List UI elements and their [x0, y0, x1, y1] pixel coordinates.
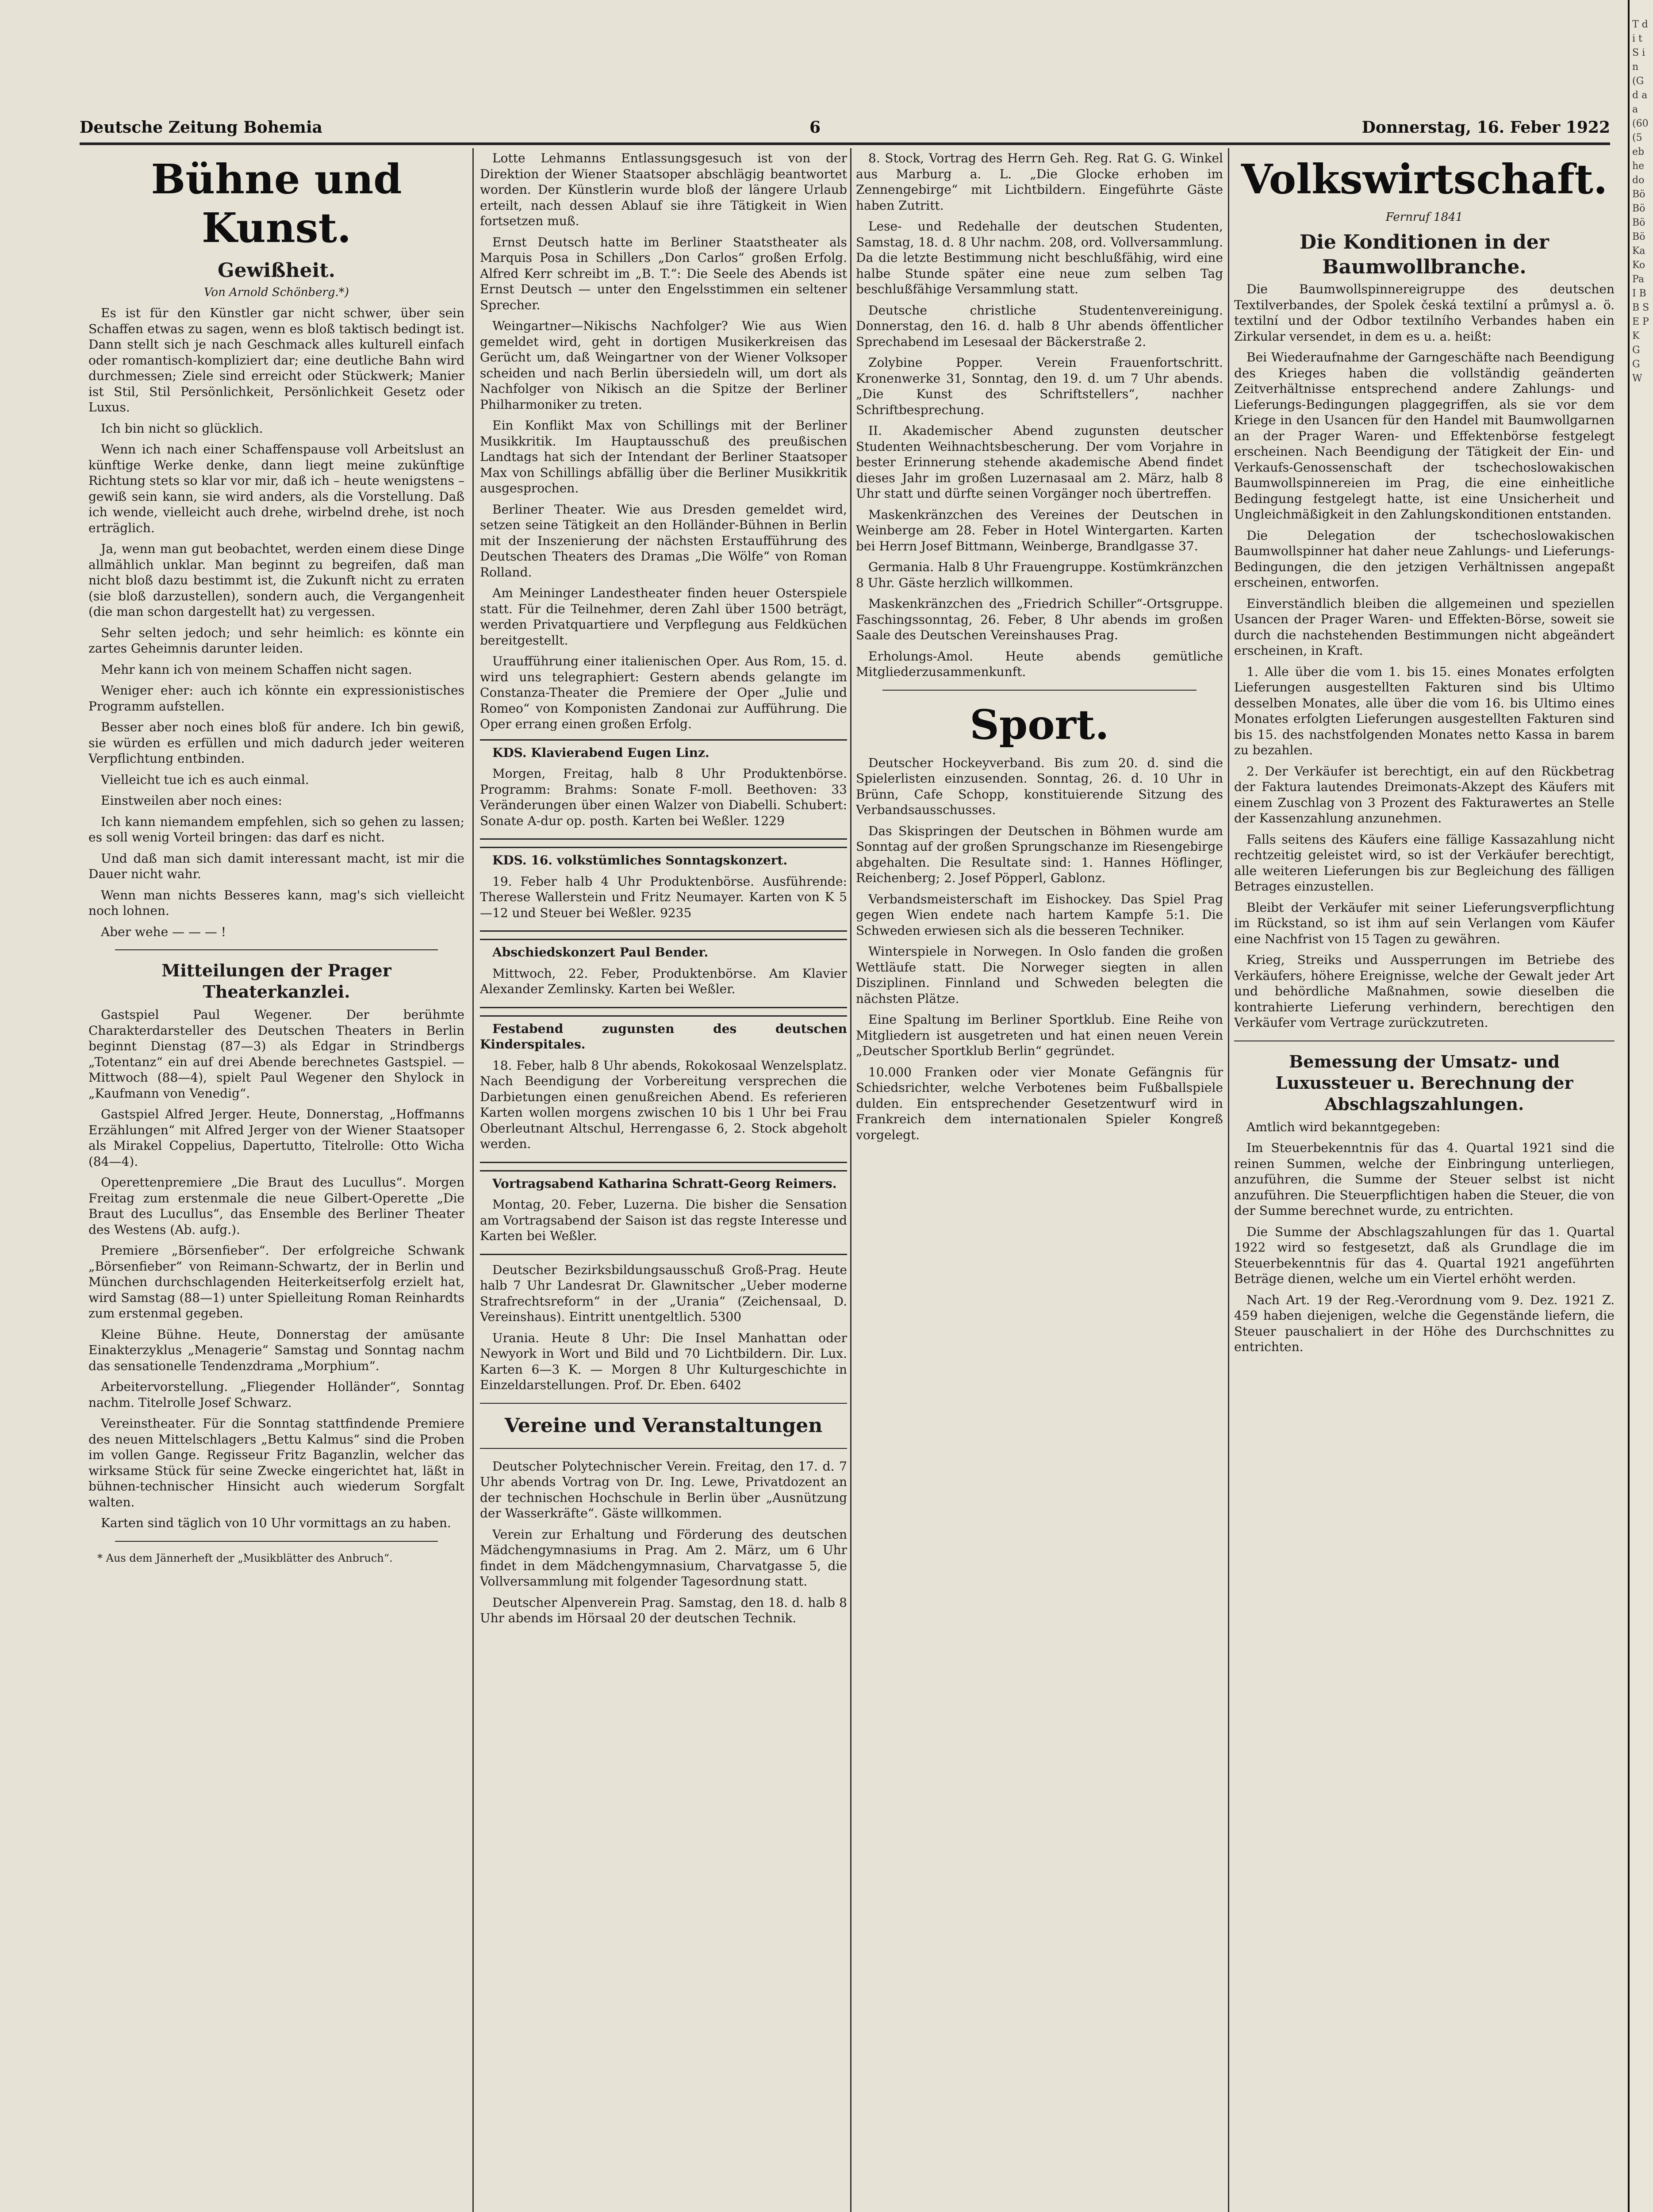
- adjacent-page-edge: [1628, 0, 1653, 2212]
- paragraph: II. Akademischer Abend zugunsten deutscher Studenten Weihnachtsbescherung. Der vom Vorjahre in bester Erinnerung stehende akademische Abend findet dieses Jahr im großen Luzernasaal am 2. März, halb 8 Uhr statt und dürfte seinen Vorgänger noch übertreffen.: [856, 423, 1223, 501]
- paragraph: Deutscher Alpenverein Prag. Samstag, den 18. d. halb 8 Uhr abends im Hörsaal 20 der deutschen Technik.: [480, 1595, 847, 1625]
- ad-title: Vortragsabend Katharina Schratt-Georg Reimers.: [492, 1176, 837, 1191]
- paragraph: Germania. Halb 8 Uhr Frauengruppe. Kostümkränzchen 8 Uhr. Gäste herzlich willkommen.: [856, 560, 1223, 590]
- section-heading-vereine: Vereine und Veranstaltungen: [504, 1414, 823, 1437]
- paragraph: Berliner Theater. Wie aus Dresden gemeldet wird, setzen seine Tätigkeit an den Holländer-Bühnen in Berlin mit der Inszenierung der nächsten Erstaufführung des Deutschen Theaters des Dramas „Die Wölfe“ von Roman Rolland.: [480, 502, 847, 580]
- paragraph: Vereinstheater. Für die Sonntag stattfindende Premiere des neuen Mittelschlagers „Bettu Kalmus“ sind die Proben im vollen Gange. Regisseur Fritz Baganzlin, welcher das wirksame Stück für seine Zwecke eingerichtet hat, läßt in bühnen-technischer Hinsicht auch wiederum Sorgfalt walten.: [88, 1416, 464, 1509]
- divider: [115, 949, 438, 950]
- paragraph: Sehr selten jedoch; und sehr heimlich: es könnte ein zartes Geheimnis darunter leiden.: [88, 625, 464, 656]
- paragraph: Maskenkränzchen des Vereines der Deutschen in Weinberge am 28. Feber in Hotel Wintergarten. Karten bei Herrn Josef Bittmann, Weinberge, Brandlgasse 37.: [856, 507, 1223, 553]
- paragraph: Karten sind täglich von 10 Uhr vormittags an zu haben.: [101, 1516, 451, 1530]
- paragraph: Einstweilen aber noch eines:: [101, 793, 282, 808]
- concert-ad: [480, 739, 847, 840]
- notice: Urania. Heute 8 Uhr: Die Insel Manhattan oder Newyork in Wort und Bild und 70 Lichtbildern. Dir. Lux. Karten 6—3 K. — Morgen 8 Uhr Kulturgeschichte in Einzeldarstellungen. Prof. Dr. Eben. 6402: [480, 1330, 847, 1392]
- paragraph: Ich kann niemandem empfehlen, sich so gehen zu lassen; es soll wenig Vorteil bringen: das darf es nicht.: [88, 814, 464, 845]
- paragraph: Am Meininger Landestheater finden heuer Osterspiele statt. Für die Teilnehmer, deren Zahl über 1500 beträgt, werden Privatquartiere und Verpflegung aus Feldküchen bereitgestellt.: [480, 586, 847, 648]
- paragraph: Einverständlich bleiben die allgemeinen und speziellen Usancen der Prager Waren- und Effekten-Börse, soweit sie durch die nachstehenden Bestimmungen nicht abgeändert erscheinen, in Kraft.: [1234, 596, 1615, 658]
- paragraph: Erholungs-Amol. Heute abends gemütliche Mitgliederzusammenkunft.: [856, 649, 1223, 679]
- column-vereine-sport: [856, 150, 1223, 2212]
- divider: [882, 690, 1197, 691]
- ad-text: Montag, 20. Feber, Luzerna. Die bisher die Sensation am Vortragsabend der Saison ist das regste Interesse und Karten bei Weßler.: [480, 1197, 847, 1243]
- paragraph: Wenn man nichts Besseres kann, mag's sich vielleicht noch lohnen.: [88, 887, 464, 918]
- paragraph: Und daß man sich damit interessant macht, ist mir die Dauer nicht wahr.: [88, 851, 464, 881]
- paragraph: Ich bin nicht so glücklich.: [101, 421, 263, 436]
- paragraph: Deutsche christliche Studentenvereinigung. Donnerstag, den 16. d. halb 8 Uhr abends öffentlicher Sprechabend im Lesesaal der Bäckerstraße 2.: [856, 303, 1223, 349]
- ad-text: 19. Feber halb 4 Uhr Produktenbörse. Ausführende: Therese Wallerstein und Fritz Neumayer. Karten von K 5—12 und Steuer bei Weßler. 9235: [480, 874, 847, 920]
- column-divider: [850, 148, 851, 2212]
- paragraph: Deutscher Hockeyverband. Bis zum 20. d. sind die Spielerlisten einzusenden. Sonntag, 26. d. 10 Uhr in Brünn, Cafe Schopp, konstituierende Sitzung des Verbandsausschusses.: [856, 755, 1223, 817]
- paragraph: Die Summe der Abschlagszahlungen für das 1. Quartal 1922 wird so festgesetzt, daß als Grundlage die im Steuerbekenntnis für das 4. Quartal 1921 angeführten Beträge dienen, welche um ein Viertel erhöht werden.: [1234, 1224, 1615, 1286]
- column-kultur-notizen: [480, 150, 847, 2212]
- paragraph: Die Delegation der tschechoslowakischen Baumwollspinner hat daher neue Zahlungs- und Lieferungs-Bedingungen, die den jetzigen Verhältnissen angepaßt erscheinen, entworfen.: [1234, 528, 1615, 590]
- ad-text: 18. Feber, halb 8 Uhr abends, Rokokosaal Wenzelsplatz. Nach Beendigung der Vorbereitung versprechen die Darbietungen einen genußreichen Abend. Es referieren Karten wollen morgens zwischen 10 bis 1 Uhr bei Frau Oberleutnant Altschul, Herrengasse 6, 2. Stock abgeholt werden.: [480, 1058, 847, 1151]
- paragraph: Ernst Deutsch hatte im Berliner Staatstheater als Marquis Posa in Schillers „Don Carlos“ großen Erfolg. Alfred Kerr schreibt im „B. T.“: Die Seele des Abends ist Ernst Deutsch — unter den Engelsstimmen ein seltener Sprecher.: [480, 234, 847, 312]
- adjacent-page-text: T d i t S i n (G d a a (60 (5 eb he do Bö Bö Bö Bö Ka Ko Pa I B B S E P K G G W: [1632, 19, 1649, 384]
- issue-date: Donnerstag, 16. Feber 1922: [1362, 118, 1610, 137]
- paragraph: Operettenpremiere „Die Braut des Lucullus“. Morgen Freitag zum erstenmale die neue Gilbert-Operette „Die Braut des Lucullus“, das Ensemble des Berliner Theater des Westens (Ab. aufg.).: [88, 1175, 464, 1237]
- paragraph: Zolybine Popper. Verein Frauenfortschritt. Kronenwerke 31, Sonntag, den 19. d. um 7 Uhr abends. „Die Kunst des Schriftstellers“, nachher Schriftbesprechung.: [856, 355, 1223, 417]
- paragraph: Falls seitens des Käufers eine fällige Kassazahlung nicht rechtzeitig geleistet wird, so ist der Verkäufer berechtigt, alle weiteren Lieferungen bis zur Begleichung des fälligen Betrages einzustellen.: [1234, 832, 1615, 894]
- paragraph: 2. Der Verkäufer ist berechtigt, ein auf den Rückbetrag der Faktura lautendes Dreimonats-Akzept des Käufers mit einem Zuschlag von 3 Prozent des Fakturawertes an Stelle der Kassenzahlung anzunehmen.: [1234, 764, 1615, 826]
- paragraph: Wenn ich nach einer Schaffenspause voll Arbeitslust an künftige Werke denke, dann liegt meine zukünftige Richtung stets so klar vor mir, daß ich – heute wenigstens – gewiß sein kann, sie wird anders, als die Vorstellung. Daß ich wende, vielleicht auch drehe, wirbelnd drehe, ist noch erträglich.: [88, 442, 464, 535]
- paragraph: Lese- und Redehalle der deutschen Studenten, Samstag, 18. d. 8 Uhr nachm. 208, ord. Vollversammlung. Da die letzte Bestimmung nicht beschlußfähig, wird eine halbe Stunde später eine neue zum selben Tag beschlußfähige Versammlung statt.: [856, 219, 1223, 296]
- divider: [480, 1403, 847, 1404]
- column-volkswirtschaft: [1234, 150, 1615, 2212]
- page-number: 6: [809, 118, 821, 137]
- paragraph: Nach Art. 19 der Reg.-Verordnung vom 9. Dez. 1921 Z. 459 haben diejenigen, welche die Gegenstände liefern, die Steuer pauschaliert in der Höhe des Durchschnittes zu entrichten.: [1234, 1292, 1615, 1354]
- footnote: * Aus dem Jännerheft der „Musikblätter des Anbruch“.: [97, 1551, 393, 1564]
- section-note: Fernruf 1841: [1385, 211, 1463, 224]
- event-ad: [480, 1170, 847, 1255]
- notice: Deutscher Bezirksbildungsausschuß Groß-Prag. Heute halb 7 Uhr Landesrat Dr. Glawnitscher „Ueber moderne Strafrechtsreform“ in der „Urania“ (Zeichensaal, D. Vereinshaus). Eintritt unentgeltlich. 5300: [480, 1262, 847, 1324]
- section-heading-volkswirtschaft: Volkswirtschaft.: [1241, 155, 1608, 203]
- paragraph: Verbandsmeisterschaft im Eishockey. Das Spiel Prag gegen Wien endete nach hartem Kampfe 5:1. Die Schweden erwiesen sich als die besseren Techniker.: [856, 891, 1223, 938]
- paragraph: Arbeitervorstellung. „Fliegender Holländer“, Sonntag nachm. Titelrolle Josef Schwarz.: [88, 1379, 464, 1410]
- paragraph: Im Steuerbekenntnis für das 4. Quartal 1921 sind die reinen Summen, welche der Einbringung unterliegen, anzuführen, die Summe der Steuer selbst ist nicht anzuführen. Die Steuerpflichtigen haben die Steuer, die von der Summe berechnet wurde, zu entrichten.: [1234, 1141, 1615, 1218]
- paragraph: Es ist für den Künstler gar nicht schwer, über sein Schaffen etwas zu sagen, wenn es bloß taktisch bedingt ist. Dann stellt sich je nach Geschmack alles kulturell einfach oder romantisch-kompliziert dar; eine deutliche Bahn wird durchmessen; Ziele sind erreicht oder Stückwerk; Manier ist Stil, Stil Persönlichkeit, Persönlichkeit Gesetz oder Luxus.: [88, 306, 464, 415]
- article-title: Die Konditionen in der Baumwollbranche.: [1300, 231, 1549, 278]
- paragraph: 1. Alle über die vom 1. bis 15. eines Monates erfolgten Lieferungen ausgestellten Fakturen sind bis Ultimo desselben Monates, alle über die vom 16. bis Ultimo eines Monates erfolgten Lieferungen ausgestellten Fakturen sind bis 15. des nachstfolgenden Monates netto Kassa in barem zu bezahlen.: [1234, 664, 1615, 757]
- section-heading-sport: Sport.: [970, 700, 1109, 749]
- paragraph: Aber wehe — — — !: [101, 924, 226, 939]
- divider: [480, 1448, 847, 1449]
- paragraph: Mehr kann ich von meinem Schaffen nicht sagen.: [101, 662, 412, 677]
- concert-ad: [480, 847, 847, 932]
- paragraph: Bei Wiederaufnahme der Garngeschäfte nach Beendigung des Krieges haben die vollständig geänderten Zeitverhältnisse entsprechend andere Zahlungs- und Lieferungs-Bedingungen plaggegriffen, als sie vor dem Kriege in den Usancen für den Handel mit Baumwollgarnen an der Prager Waren- und Effektenbörse festgelegt erscheinen. Nach Beendigung der Tätigkeit der Ein- und Verkaufs-Genossenschaft der tschechoslowakischen Baumwollspinnereien im Prag, die eine einheitliche Bedingung festgelegt hatte, ist eine Unsicherheit und Ungleichmäßigkeit in den Zahlungskonditionen entstanden.: [1234, 350, 1615, 522]
- ad-title: KDS. 16. volkstümliches Sonntagskonzert.: [492, 853, 788, 868]
- concert-ad: [480, 939, 847, 1008]
- paragraph: Weingartner—Nikischs Nachfolger? Wie aus Wien gemeldet wird, geht in dortigen Musikerkreisen das Gerücht um, daß Weingartner von der Wiener Volksoper scheiden und nach Berlin übersiedeln will, um dort als Nachfolger von Nikisch an die Spitze der Berliner Philharmoniker zu treten.: [480, 319, 847, 412]
- header-rule: [80, 142, 1610, 145]
- paragraph: Verein zur Erhaltung und Förderung des deutschen Mädchengymnasiums in Prag. Am 2. März, um 6 Uhr findet in dem Mädchengymnasium, Charvatgasse 5, die Vollversammlung mit folgender Tagesordnung statt.: [480, 1527, 847, 1589]
- article-title: Gewißheit.: [218, 259, 335, 282]
- paragraph: Kleine Bühne. Heute, Donnerstag der amüsante Einakterzyklus „Menagerie“ Samstag und Sonntag nachm das sensationelle Tendenzdrama „Morphium“.: [88, 1327, 464, 1373]
- subsection-title: Bemessung der Umsatz- und Luxussteuer u. Berechnung der Abschlagszahlungen.: [1275, 1051, 1573, 1114]
- page-header: [80, 114, 1610, 141]
- paragraph: Winterspiele in Norwegen. In Oslo fanden die großen Wettläufe statt. Die Norweger siegten in allen Disziplinen. Finnland und Schweden belegten die nächsten Plätze.: [856, 944, 1223, 1006]
- ad-title: KDS. Klavierabend Eugen Linz.: [492, 745, 710, 760]
- paragraph: Besser aber noch eines bloß für andere. Ich bin gewiß, sie würden es erfüllen und mich dadurch jeder weiteren Verpflichtung entbinden.: [88, 720, 464, 766]
- column-buehne-und-kunst: [88, 150, 464, 2212]
- paragraph: Das Skispringen der Deutschen in Böhmen wurde am Sonntag auf der großen Sprungschanze im Riesengebirge abgehalten. Die Resultate sind: 1. Hannes Höflinger, Reichenberg; 2. Josef Pöpperl, Gablonz.: [856, 823, 1223, 885]
- paragraph: Premiere „Börsenfieber“. Der erfolgreiche Schwank „Börsenfieber“ von Reimann-Schwartz, der in Berlin und München durchschlagenden Heiterkeitserfolg erzielt hat, wird Samstag (88—1) unter Spielleitung Roman Reinhardts zum erstenmal gegeben.: [88, 1243, 464, 1321]
- paragraph: Eine Spaltung im Berliner Sportklub. Eine Reihe von Mitgliedern ist ausgetreten und hat einen neuen Verein „Deutscher Sportklub Berlin“ gegründet.: [856, 1012, 1223, 1058]
- ad-text: Morgen, Freitag, halb 8 Uhr Produktenbörse. Programm: Brahms: Sonate F-moll. Beethoven: 33 Veränderungen über einen Walzer von Diabelli. Schubert: Sonate A-dur op. posth. Karten bei Weßler. 1229: [480, 766, 847, 828]
- paragraph: Maskenkränzchen des „Friedrich Schiller“-Ortsgruppe. Faschingssonntag, 26. Feber, 8 Uhr abends im großen Saale des Deutschen Vereinshauses Prag.: [856, 596, 1223, 642]
- ad-text: Mittwoch, 22. Feber, Produktenbörse. Am Klavier Alexander Zemlinsky. Karten bei Weßler.: [480, 966, 847, 996]
- paper-name: Deutsche Zeitung Bohemia: [80, 118, 322, 137]
- divider: [115, 1541, 438, 1542]
- paragraph: Krieg, Streiks und Aussperrungen im Betriebe des Verkäufers, höhere Ereignisse, welche der Gewalt jeder Art und behördliche Maßnahmen, sowie dieselben die kontrahierte Lieferung verhindern, berechtigen den Verkäufer vom Vertrage zurückzutreten.: [1234, 952, 1615, 1030]
- ad-title: Abschiedskonzert Paul Bender.: [492, 945, 709, 960]
- section-heading-buehne: Bühne und Kunst.: [151, 155, 402, 252]
- event-ad: [480, 1015, 847, 1163]
- article-byline: Von Arnold Schönberg.*): [204, 286, 349, 299]
- paragraph: Die Baumwollspinnereigruppe des deutschen Textilverbandes, der Spolek česká textilní a průmysl a. ö. textilní und der Odbor textilního Verbandes haben ein Zirkular versendet, in dem es u. a. heißt:: [1234, 282, 1615, 344]
- subsection-title: Mitteilungen der Prager Theaterkanzlei.: [161, 960, 391, 1002]
- column-divider: [1228, 148, 1229, 2212]
- paragraph: Ein Konflikt Max von Schillings mit der Berliner Musikkritik. Im Hauptausschuß des preußischen Landtags hat sich der Intendant der Berliner Staatsoper Max von Schillings abfällig über die Berliner Musikkritik ausgesprochen.: [480, 418, 847, 495]
- paragraph: Amtlich wird bekanntgegeben:: [1246, 1119, 1441, 1134]
- paragraph: Vielleicht tue ich es auch einmal.: [101, 772, 309, 787]
- paragraph: 8. Stock, Vortrag des Herrn Geh. Reg. Rat G. G. Winkel aus Marburg a. L. „Die Glocke erhoben im Zennengebirge“ mit Lichtbildern. Eingeführte Gäste haben Zutritt.: [856, 151, 1223, 213]
- paragraph: 10.000 Franken oder vier Monate Gefängnis für Schiedsrichter, welche Verbotenes beim Fußballspiele dulden. Ein entsprechender Gesetzentwurf wird in Frankreich dem internationalen Spieler Kongreß vorgelegt.: [856, 1064, 1223, 1142]
- paragraph: Uraufführung einer italienischen Oper. Aus Rom, 15. d. wird uns telegraphiert: Gestern abends gelangte im Constanza-Theater die Premiere der Oper „Julie und Romeo“ von Komponisten Zandonai zur Aufführung. Die Oper errang einen großen Erfolg.: [480, 654, 847, 731]
- paragraph: Deutscher Polytechnischer Verein. Freitag, den 17. d. 7 Uhr abends Vortrag von Dr. Ing. Lewe, Privatdozent an der technischen Hochschule in Berlin über „Ausnützung der Wasserkräfte“. Gäste willkommen.: [480, 1459, 847, 1521]
- paragraph: Weniger eher: auch ich könnte ein expressionistisches Programm aufstellen.: [88, 683, 464, 714]
- paragraph: Gastspiel Alfred Jerger. Heute, Donnerstag, „Hoffmanns Erzählungen“ mit Alfred Jerger von der Wiener Staatsoper als Mirakel Coppelius, Dapertutto, Titelrolle: Otto Wicha (84—4).: [88, 1107, 464, 1169]
- paragraph: Gastspiel Paul Wegener. Der berühmte Charakterdarsteller des Deutschen Theaters in Berlin beginnt Dienstag (87—3) als Edgar in Strindbergs „Totentanz“ ein auf drei Abende berechnetes Gastspiel. — Mittwoch (88—4), spielt Paul Wegener den Shylock in „Kaufmann von Venedig“.: [88, 1007, 464, 1101]
- paragraph: Lotte Lehmanns Entlassungsgesuch ist von der Direktion der Wiener Staatsoper abschlägig beantwortet worden. Der Künstlerin wurde bloß der längere Urlaub erteilt, nach dessen Ablauf sie ihre Tätigkeit in Wien fortsetzen muß.: [480, 151, 847, 228]
- paragraph: Bleibt der Verkäufer mit seiner Lieferungsverpflichtung im Rückstand, so ist ihm auf sein Verlangen vom Käufer eine Nachfrist von 15 Tagen zu gewähren.: [1234, 900, 1615, 946]
- ad-title: Festabend zugunsten des deutschen Kinderspitales.: [480, 1021, 847, 1052]
- column-divider: [472, 148, 474, 2212]
- paragraph: Ja, wenn man gut beobachtet, werden einem diese Dinge allmählich unklar. Man beginnt zu begreifen, daß man nicht bloß dazu bestimmt ist, die Zukunft nicht zu erraten (sie bloß darzustellen), sondern auch, die Vergangenheit (die man schon dargestellt hat) zu vergessen.: [88, 541, 464, 619]
